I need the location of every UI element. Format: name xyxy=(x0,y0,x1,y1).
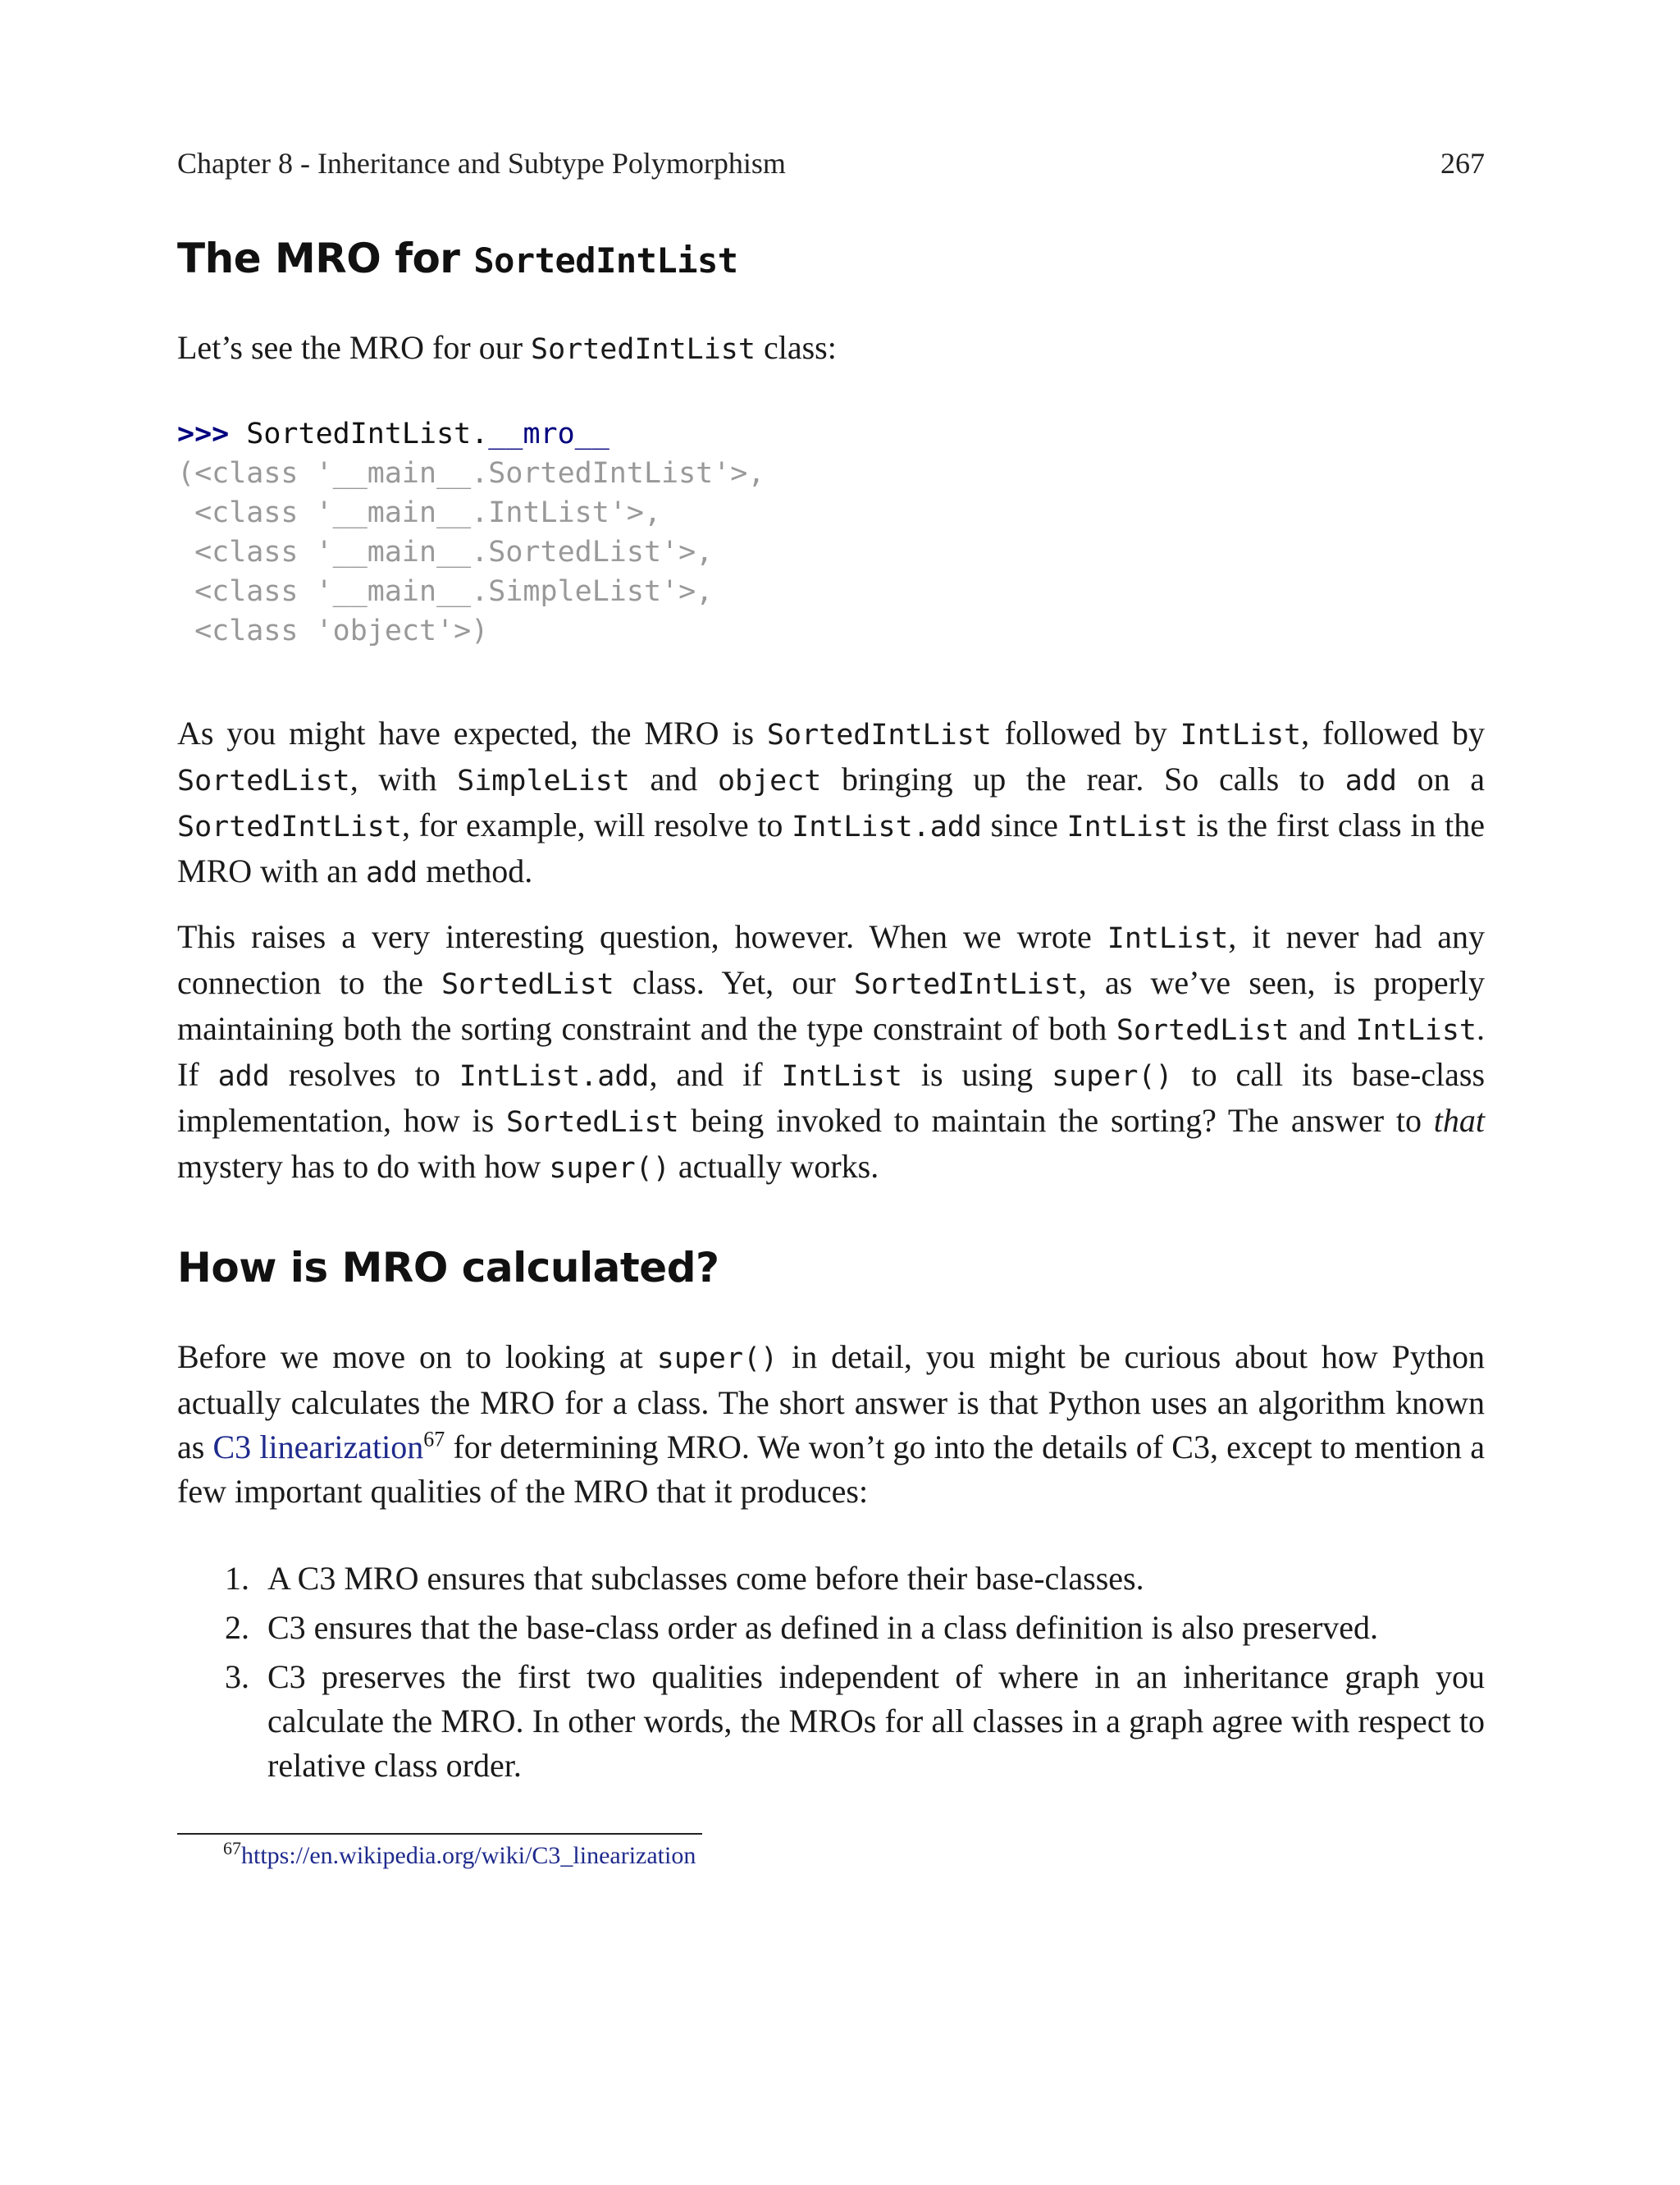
footnote-ref: 67 xyxy=(423,1427,445,1451)
code-output-line: <class '__main__.SimpleList'>, xyxy=(177,575,714,608)
footnote-divider xyxy=(177,1833,702,1835)
code-output-line: <class 'object'>) xyxy=(177,615,489,647)
footnote-url-link[interactable]: https://en.wikipedia.org/wiki/C3_linearization xyxy=(241,1842,696,1869)
code-output-line: <class '__main__.IntList'>, xyxy=(177,496,662,529)
code-output-line: (<class '__main__.SortedIntList'>, xyxy=(177,457,765,490)
paragraph-interesting-question: This raises a very interesting question, however. When we wrote IntList, it never had any connection to the SortedList class. Yet, our SortedIntList, as we’ve seen, is properly maintaining both the sorting constraint and the type constraint of both SortedList and IntList. If add resolves to IntList.add, and if IntList is using super() to call its base-class implementation, how is SortedList being invoked to maintain the sorting? The answer to that mystery has to do with how super() actually works. xyxy=(177,918,1486,1185)
list-item: 2. C3 ensures that the base-class order as defined in a class definition is also preserved. xyxy=(225,1609,1379,1646)
list-item: 3. C3 preserves the first two qualities independent of where in an inheritance graph you calculate the MRO. In other words, the MROs for all classes in a graph agree with respect to relative class order. xyxy=(225,1658,1485,1784)
c3-linearization-link[interactable]: C3 linearization xyxy=(212,1428,424,1465)
footnote-number: 67 xyxy=(223,1838,241,1858)
code-output-line: <class '__main__.SortedList'>, xyxy=(177,536,714,569)
paragraph-mro-explanation: As you might have expected, the MRO is SortedIntList followed by IntList, followed by SortedList, with SimpleList and object bringing up the rear. So calls to add on a SortedIntList, for example, will resolve to IntList.add since IntList is the first class in the MRO with an add method. xyxy=(177,715,1486,889)
c3-qualities-list xyxy=(177,1556,1485,1788)
code-block: >>> SortedIntList.__mro__ (<class '__main__.SortedIntList'>, <class '__main__.IntList'>, <class '__main__.SortedList'>, <class '__main__.SimpleList'>, <class 'object'>) xyxy=(177,418,765,647)
section-heading-mro-sortedintlist: The MRO for SortedIntList xyxy=(177,235,738,282)
intro-paragraph: Let’s see the MRO for our SortedIntList class: xyxy=(177,329,837,366)
section-heading-how-mro-calculated: How is MRO calculated? xyxy=(177,1244,719,1291)
chapter-title: Chapter 8 - Inheritance and Subtype Polymorphism xyxy=(177,147,786,180)
paragraph-c3-intro: Before we move on to looking at super() in detail, you might be curious about how Python actually calculates the MRO for a class. The short answer is that Python uses an algorithm known as C3 linearization$^{67}$ for determining MRO. We won’t go into the details of C3, except to mention a few important qualities of the MRO that it produces: xyxy=(177,1338,1486,1510)
list-item: 1. A C3 MRO ensures that subclasses come before their base-classes. xyxy=(225,1560,1144,1597)
page-number: 267 xyxy=(1440,147,1485,180)
footnote xyxy=(223,1838,696,1870)
running-header xyxy=(177,146,1485,181)
repl-prompt: >>> xyxy=(177,418,230,450)
main-content xyxy=(177,234,1485,1793)
